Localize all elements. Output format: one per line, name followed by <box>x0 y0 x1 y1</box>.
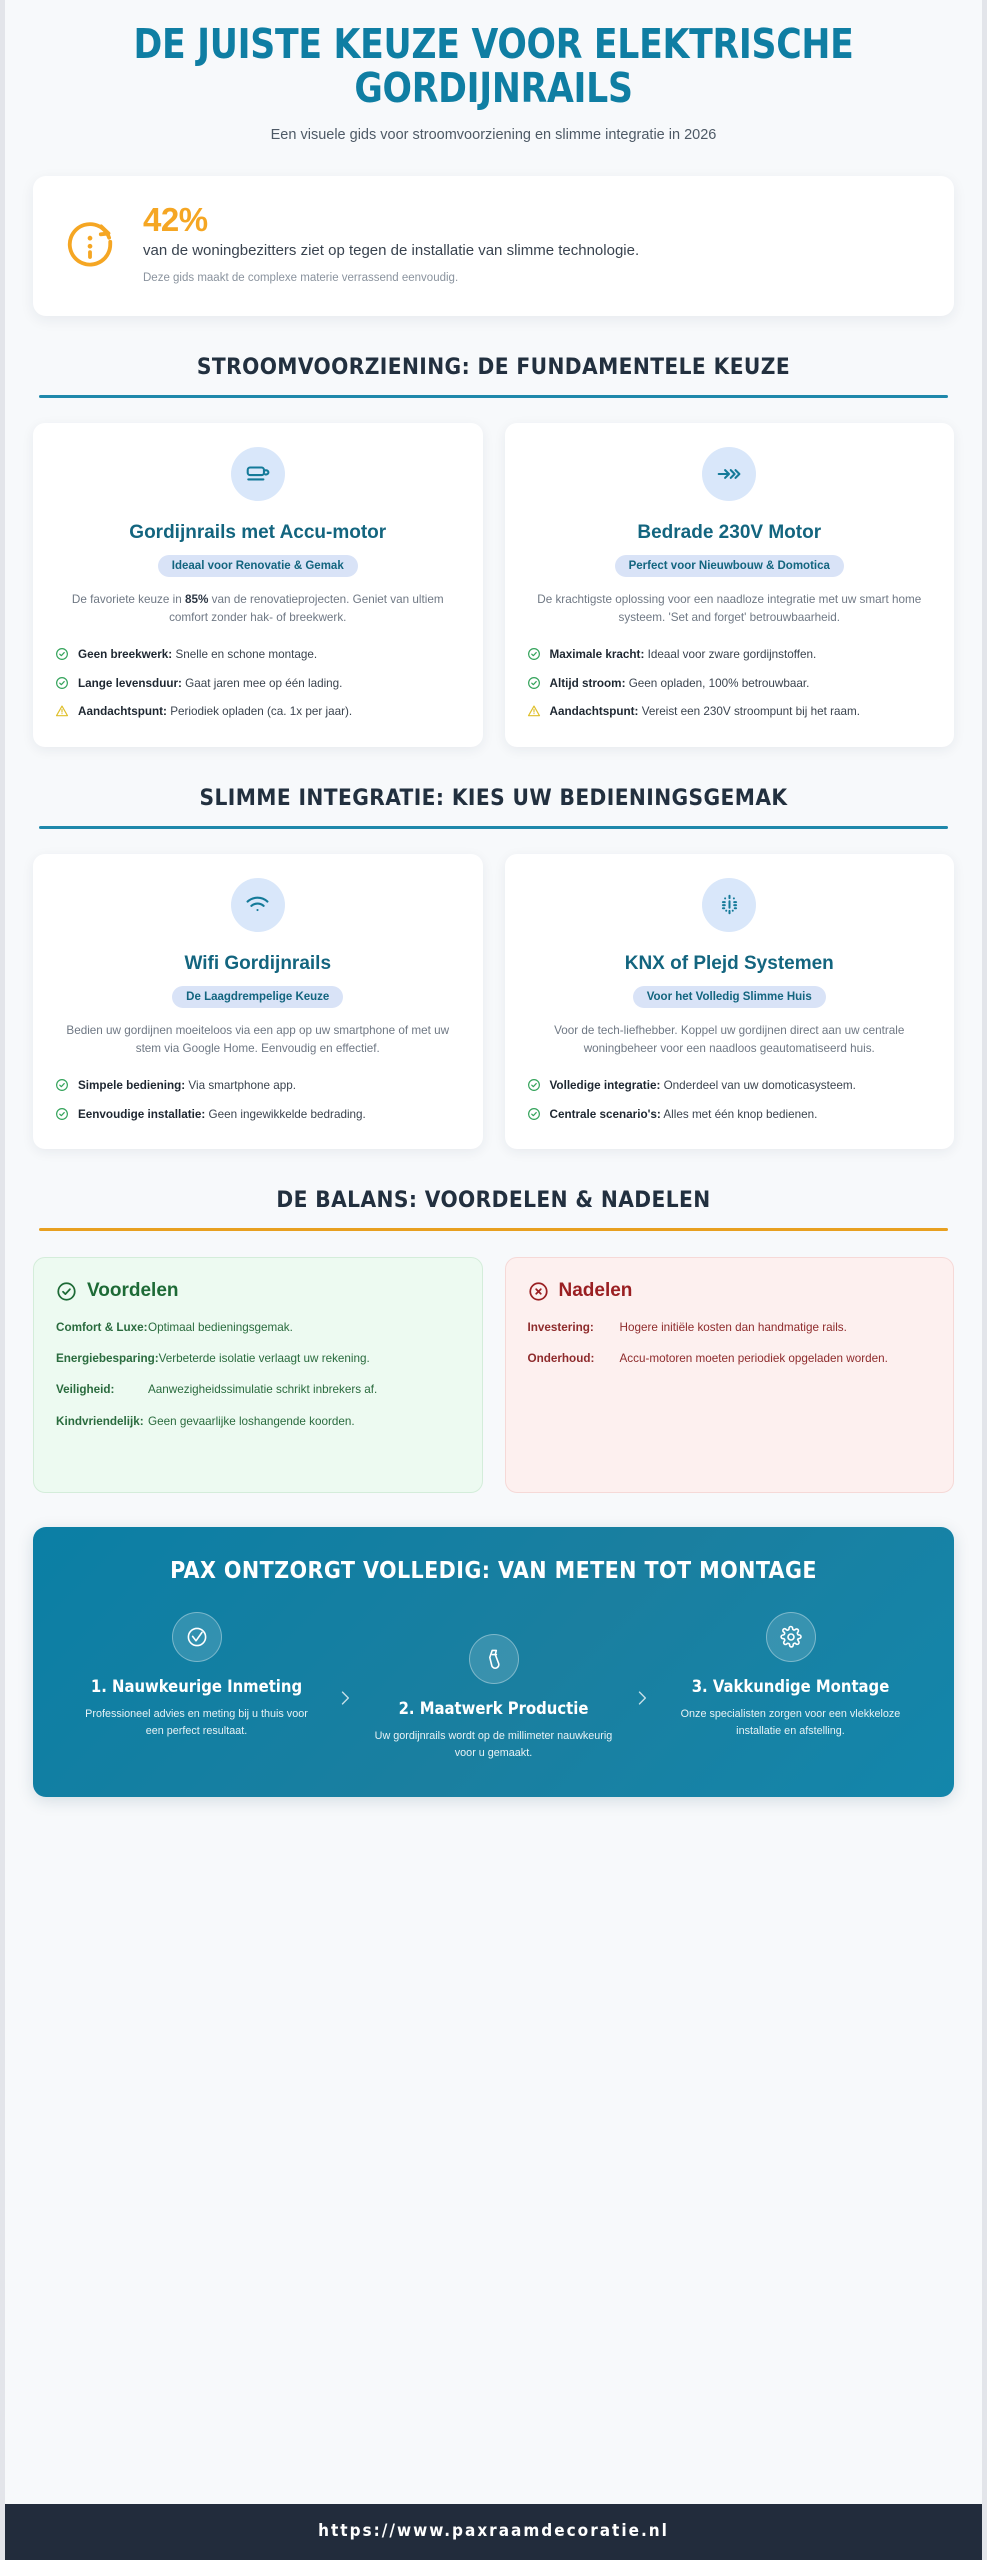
process-steps <box>61 1612 926 1763</box>
process-banner <box>33 1527 954 1796</box>
stat-number: 42% <box>143 200 208 238</box>
desc-strong: 85% <box>184 592 209 606</box>
check-circle-icon <box>55 1078 69 1092</box>
section-smart-header <box>33 785 954 829</box>
circuit-hub-icon <box>702 878 756 932</box>
desc-pre: De favoriete keuze in <box>71 592 185 606</box>
process-step-1-text: Professioneel advies en meting bij u thuis voor een perfect resultaat. <box>85 1708 308 1738</box>
section-power-title: STROOMVOORZIENING: DE FUNDAMENTELE KEUZE <box>196 353 791 380</box>
cons-row-value: Hogere initiële kosten dan handmatige rails. <box>619 1321 847 1335</box>
section-power-cards <box>33 423 954 747</box>
pros-row <box>56 1350 460 1368</box>
feature-text <box>78 1106 366 1124</box>
feature-detail: Alles met één knop bedienen. <box>660 1107 818 1121</box>
feature-label: Altijd stroom: <box>549 676 626 690</box>
page-content <box>5 0 982 2504</box>
fast-forward-icon <box>702 447 756 501</box>
page-subtitle: Een visuele gids voor stroomvoorziening en slimme integratie in 2026 <box>270 126 717 143</box>
check-circle-icon <box>55 1107 69 1121</box>
page-footer <box>5 2504 982 2560</box>
option-card-230v-badge: Perfect voor Nieuwbouw & Domotica <box>615 555 844 577</box>
feature-text <box>550 675 810 693</box>
option-card-wifi-features <box>55 1077 461 1123</box>
feature-text <box>550 1106 818 1124</box>
section-power-rule <box>39 395 948 398</box>
feature-label: Aandachtspunt: <box>549 705 639 719</box>
battery-icon <box>231 447 285 501</box>
pros-row-value: Optimaal bedieningsgemak. <box>148 1321 293 1335</box>
footer-url[interactable]: https://www.paxraamdecoratie.nl <box>318 2521 669 2541</box>
section-balance-header <box>33 1187 954 1231</box>
cons-row-key: Onderhoud: <box>527 1352 595 1366</box>
question-circle-icon <box>63 217 117 271</box>
process-step-1 <box>61 1612 332 1741</box>
ruler-tool-icon <box>469 1634 519 1684</box>
pros-cons-grid <box>33 1257 954 1493</box>
feature-detail: Vereist een 230V stroompunt bij het raam. <box>638 705 860 719</box>
option-card-230v-title: Bedrade 230V Motor <box>637 521 822 543</box>
page-title: DE JUISTE KEUZE VOOR ELEKTRISCHE GORDIJNRAILS <box>133 20 854 113</box>
process-step-2 <box>358 1612 629 1763</box>
process-step-1-title: 1. Nauwkeurige Inmeting <box>90 1676 303 1696</box>
cons-card-title: Nadelen <box>558 1280 633 1302</box>
process-title: PAX ONTZORGT VOLLEDIG: VAN METEN TOT MONTAGE <box>170 1558 817 1585</box>
cons-card-header <box>528 1280 932 1302</box>
section-smart <box>33 747 954 1149</box>
feature-label: Geen breekwerk: <box>78 648 173 662</box>
feature-text <box>550 646 817 664</box>
feature-text <box>550 703 861 721</box>
cons-card <box>505 1257 955 1493</box>
feature-label: Maximale kracht: <box>549 648 645 662</box>
pros-row <box>56 1381 460 1399</box>
stat-card <box>33 176 954 316</box>
feature-text <box>78 703 352 721</box>
feature-label: Lange levensduur: <box>78 676 182 690</box>
gear-icon <box>766 1612 816 1662</box>
feature-detail: Onderdeel van uw domoticasysteem. <box>660 1079 856 1093</box>
feature-item <box>55 675 461 693</box>
check-circle-icon <box>55 676 69 690</box>
cons-row <box>528 1319 932 1337</box>
process-step-3-title: 3. Vakkundige Montage <box>691 1676 890 1696</box>
cons-row-key: Investering: <box>527 1321 594 1335</box>
check-circle-icon <box>527 647 541 661</box>
process-step-2-text: Uw gordijnrails wordt op de millimeter nauwkeurig voor u gemaakt. <box>374 1730 613 1760</box>
chevron-right-icon <box>629 1612 655 1708</box>
feature-item <box>527 675 933 693</box>
feature-label: Centrale scenario's: <box>549 1107 661 1121</box>
warning-triangle-icon <box>527 704 541 718</box>
chevron-right-icon <box>332 1612 358 1708</box>
section-smart-rule <box>39 826 948 829</box>
option-card-wifi-title: Wifi Gordijnrails <box>184 952 332 974</box>
option-card-230v-desc: De krachtigste oplossing voor een naadloze integratie met uw smart home systeem. 'Set and forget' betrouwbaarheid. <box>537 592 922 625</box>
feature-label: Simpele bediening: <box>78 1079 186 1093</box>
option-card-knx <box>505 854 955 1150</box>
check-circle-icon <box>56 1281 77 1302</box>
feature-detail: Periodiek opladen (ca. 1x per jaar). <box>166 705 353 719</box>
feature-item <box>527 1106 933 1124</box>
feature-text <box>78 646 317 664</box>
feature-item <box>55 1106 461 1124</box>
pros-row-value: Aanwezigheidssimulatie schrikt inbrekers af. <box>148 1383 378 1397</box>
section-power-header <box>33 354 954 398</box>
feature-detail: Geen opladen, 100% betrouwbaar. <box>625 676 810 690</box>
pros-row-value: Verbeterde isolatie verlaagt uw rekening. <box>158 1352 370 1366</box>
feature-detail: Gaat jaren mee op één lading. <box>181 676 343 690</box>
stat-section <box>33 146 954 316</box>
option-card-knx-title: KNX of Plejd Systemen <box>624 952 834 974</box>
option-card-knx-desc: Voor de tech-liefhebber. Koppel uw gordijnen direct aan uw centrale woningbeheer voor een naadloos geautomatiseerd huis. <box>554 1023 905 1056</box>
stat-note: Deze gids maakt de complexe materie verrassend eenvoudig. <box>143 271 459 284</box>
feature-item <box>55 703 461 721</box>
pros-card-title: Voordelen <box>87 1280 179 1302</box>
section-balance-title: DE BALANS: VOORDELEN & NADELEN <box>276 1187 711 1214</box>
check-circle-icon <box>527 676 541 690</box>
feature-detail: Ideaal voor zware gordijnstoffen. <box>644 648 817 662</box>
pros-row-key: Comfort & Luxe: <box>56 1321 148 1335</box>
x-circle-icon <box>528 1281 549 1302</box>
feature-text <box>550 1077 856 1095</box>
option-card-230v-features <box>527 646 933 721</box>
stat-text: van de woningbezitters ziet op tegen de installatie van slimme technologie. <box>143 241 640 259</box>
pros-row-key: Kindvriendelijk: <box>56 1414 144 1428</box>
feature-text <box>78 675 342 693</box>
option-card-wifi-desc: Bedien uw gordijnen moeiteloos via een app op uw smartphone of met uw stem via Google Home. Eenvoudig en effectief. <box>66 1023 450 1056</box>
pros-row-key: Veiligheid: <box>56 1383 115 1397</box>
check-circle-icon <box>55 647 69 661</box>
option-card-wifi <box>33 854 483 1150</box>
option-card-knx-badge: Voor het Volledig Slimme Huis <box>633 986 826 1008</box>
feature-detail: Snelle en schone montage. <box>172 648 318 662</box>
pros-card-header <box>56 1280 460 1302</box>
process-step-3-text: Onze specialisten zorgen voor een vlekkeloze installatie en afstelling. <box>680 1708 901 1738</box>
process-step-2-title: 2. Maatwerk Productie <box>398 1698 589 1718</box>
process-section <box>33 1493 954 1826</box>
feature-item <box>527 703 933 721</box>
option-card-accu-title: Gordijnrails met Accu-motor <box>129 521 387 543</box>
option-card-accu <box>33 423 483 747</box>
process-step-3 <box>655 1612 926 1741</box>
warning-triangle-icon <box>55 704 69 718</box>
section-smart-cards <box>33 854 954 1150</box>
check-circle-icon <box>527 1107 541 1121</box>
pros-row-value: Geen gevaarlijke loshangende koorden. <box>148 1414 355 1428</box>
option-card-230v <box>505 423 955 747</box>
check-circle-icon <box>527 1078 541 1092</box>
option-card-wifi-badge: De Laagdrempelige Keuze <box>172 986 343 1008</box>
option-card-knx-features <box>527 1077 933 1123</box>
section-power <box>33 316 954 747</box>
pros-row <box>56 1319 460 1337</box>
feature-label: Eenvoudige installatie: <box>78 1107 206 1121</box>
option-card-accu-features <box>55 646 461 721</box>
cons-row-value: Accu-motoren moeten periodiek opgeladen worden. <box>619 1352 888 1366</box>
hero-section <box>33 0 954 146</box>
section-balance-rule <box>39 1228 948 1231</box>
feature-detail: Via smartphone app. <box>185 1079 297 1093</box>
feature-label: Volledige integratie: <box>549 1079 661 1093</box>
option-card-accu-badge: Ideaal voor Renovatie & Gemak <box>158 555 358 577</box>
wifi-icon <box>231 878 285 932</box>
pros-row-key: Energiebesparing: <box>56 1352 159 1366</box>
option-card-accu-desc <box>55 591 461 627</box>
feature-text <box>78 1077 296 1095</box>
desc-post: van de renovatieprojecten. Geniet van ultiem comfort zonder hak- of breekwerk. <box>169 592 444 625</box>
feature-item <box>55 1077 461 1095</box>
section-smart-title: SLIMME INTEGRATIE: KIES UW BEDIENINGSGEMAK <box>199 784 788 811</box>
stat-body <box>143 202 924 286</box>
feature-item <box>527 646 933 664</box>
check-circle-outline-icon <box>172 1612 222 1662</box>
pros-card <box>33 1257 483 1493</box>
feature-item <box>527 1077 933 1095</box>
feature-detail: Geen ingewikkelde bedrading. <box>205 1107 366 1121</box>
section-balance <box>33 1149 954 1493</box>
feature-label: Aandachtspunt: <box>78 705 167 719</box>
feature-item <box>55 646 461 664</box>
cons-row <box>528 1350 932 1368</box>
pros-row <box>56 1413 460 1431</box>
